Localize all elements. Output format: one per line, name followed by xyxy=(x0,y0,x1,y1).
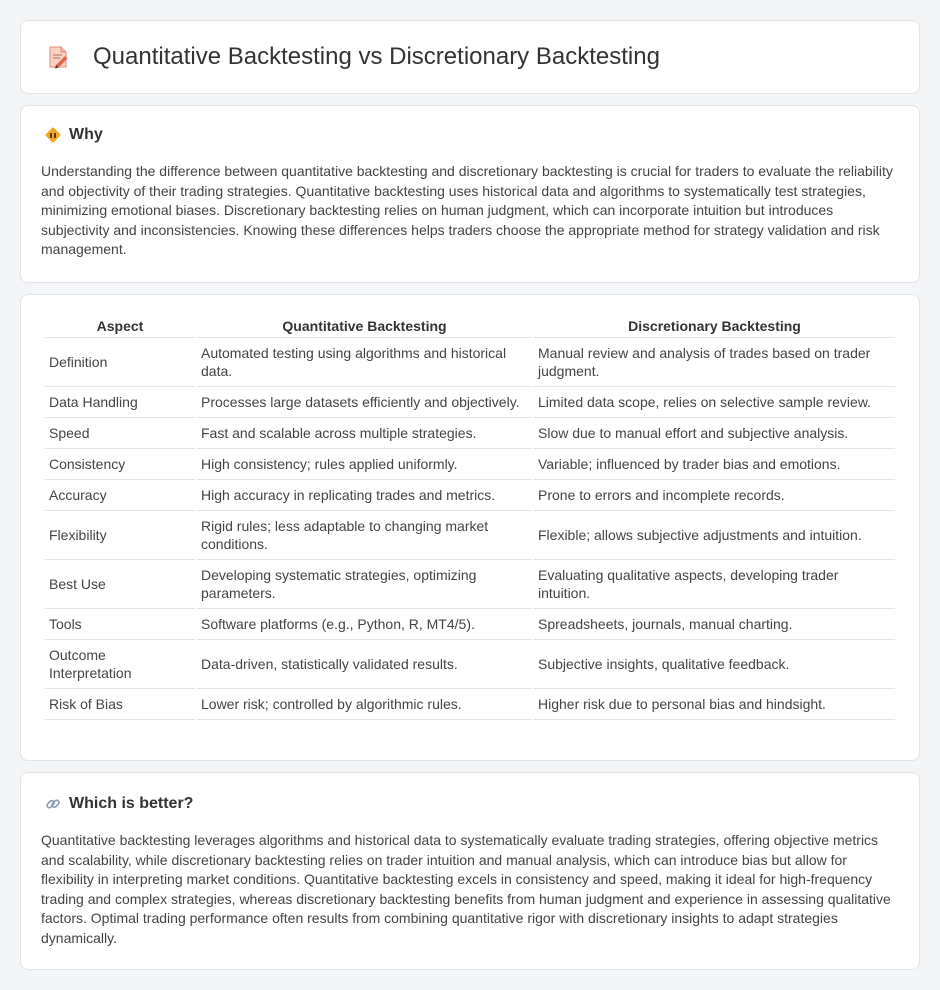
row-aspect: Speed xyxy=(45,418,195,449)
why-heading xyxy=(45,126,899,144)
row-discretionary: Variable; influenced by trader bias and emotions. xyxy=(534,449,895,480)
row-quantitative: Rigid rules; less adaptable to changing market conditions. xyxy=(197,511,532,560)
row-aspect: Risk of Bias xyxy=(45,689,195,720)
table-row xyxy=(45,449,895,480)
row-discretionary: Higher risk due to personal bias and hindsight. xyxy=(534,689,895,720)
table-header-row xyxy=(45,315,895,338)
row-quantitative: Automated testing using algorithms and historical data. xyxy=(197,338,532,387)
table-row xyxy=(45,560,895,609)
row-discretionary: Limited data scope, relies on selective sample review. xyxy=(534,387,895,418)
row-quantitative: High consistency; rules applied uniformly. xyxy=(197,449,532,480)
row-discretionary: Prone to errors and incomplete records. xyxy=(534,480,895,511)
row-quantitative: Software platforms (e.g., Python, R, MT4/5). xyxy=(197,609,532,640)
table-row xyxy=(45,640,895,689)
comparison-table-card xyxy=(20,294,920,761)
row-discretionary: Manual review and analysis of trades based on trader judgment. xyxy=(534,338,895,387)
table-row xyxy=(45,609,895,640)
row-aspect: Accuracy xyxy=(45,480,195,511)
why-title: Why xyxy=(69,126,103,143)
header-quantitative: Quantitative Backtesting xyxy=(197,315,532,338)
link-icon xyxy=(45,796,61,812)
table-row xyxy=(45,418,895,449)
row-quantitative: Fast and scalable across multiple strategies. xyxy=(197,418,532,449)
table-row xyxy=(45,387,895,418)
row-aspect: Flexibility xyxy=(45,511,195,560)
row-aspect: Consistency xyxy=(45,449,195,480)
table-row xyxy=(45,511,895,560)
road-sign-icon xyxy=(45,127,61,143)
comparison-table xyxy=(43,315,897,720)
header-discretionary: Discretionary Backtesting xyxy=(534,315,895,338)
why-section xyxy=(20,105,920,283)
row-discretionary: Slow due to manual effort and subjective analysis. xyxy=(534,418,895,449)
better-text: Quantitative backtesting leverages algorithms and historical data to systematically evaluate trading strategies, offering objective metrics and scalability, while discretionary backtesting relies on trader intuition and manual analysis, which can introduce bias but allow for flexibility in interpreting market conditions. Quantitative backtesting excels in consistency and speed, making it ideal for high-frequency trading and complex strategies, whereas discretionary backtesting benefits from human judgment and experience in assessing qualitative factors. Optimal trading performance often results from combining quantitative rigor with discretionary insights to adapt strategies dynamically. xyxy=(41,832,891,946)
table-row xyxy=(45,338,895,387)
row-aspect: Data Handling xyxy=(45,387,195,418)
row-aspect: Best Use xyxy=(45,560,195,609)
header-card xyxy=(20,20,920,94)
row-quantitative: Developing systematic strategies, optimizing parameters. xyxy=(197,560,532,609)
table-row xyxy=(45,480,895,511)
row-quantitative: High accuracy in replicating trades and metrics. xyxy=(197,480,532,511)
row-discretionary: Flexible; allows subjective adjustments and intuition. xyxy=(534,511,895,560)
why-text: Understanding the difference between quantitative backtesting and discretionary backtesting is crucial for traders to evaluate the reliability and objectivity of their trading strategies. Quantitative backtesting uses historical data and algorithms to systematically test strategies, minimizing emotional biases. Discretionary backtesting relies on human judgment, which can incorporate intuition but introduces subjectivity and inconsistencies. Knowing these differences helps traders choose the appropriate method for strategy validation and risk management. xyxy=(41,163,893,257)
row-quantitative: Processes large datasets efficiently and objectively. xyxy=(197,387,532,418)
row-quantitative: Data-driven, statistically validated results. xyxy=(197,640,532,689)
header-aspect: Aspect xyxy=(45,315,195,338)
row-discretionary: Subjective insights, qualitative feedback. xyxy=(534,640,895,689)
document-pencil-icon xyxy=(45,44,71,70)
better-title: Which is better? xyxy=(69,795,194,812)
which-is-better-section xyxy=(20,772,920,970)
table-row xyxy=(45,689,895,720)
row-discretionary: Evaluating qualitative aspects, developing trader intuition. xyxy=(534,560,895,609)
row-aspect: Definition xyxy=(45,338,195,387)
row-discretionary: Spreadsheets, journals, manual charting. xyxy=(534,609,895,640)
row-aspect: Tools xyxy=(45,609,195,640)
row-quantitative: Lower risk; controlled by algorithmic rules. xyxy=(197,689,532,720)
row-aspect: Outcome Interpretation xyxy=(45,640,195,689)
page-title: Quantitative Backtesting vs Discretionary Backtesting xyxy=(93,43,660,70)
better-heading xyxy=(45,795,899,813)
